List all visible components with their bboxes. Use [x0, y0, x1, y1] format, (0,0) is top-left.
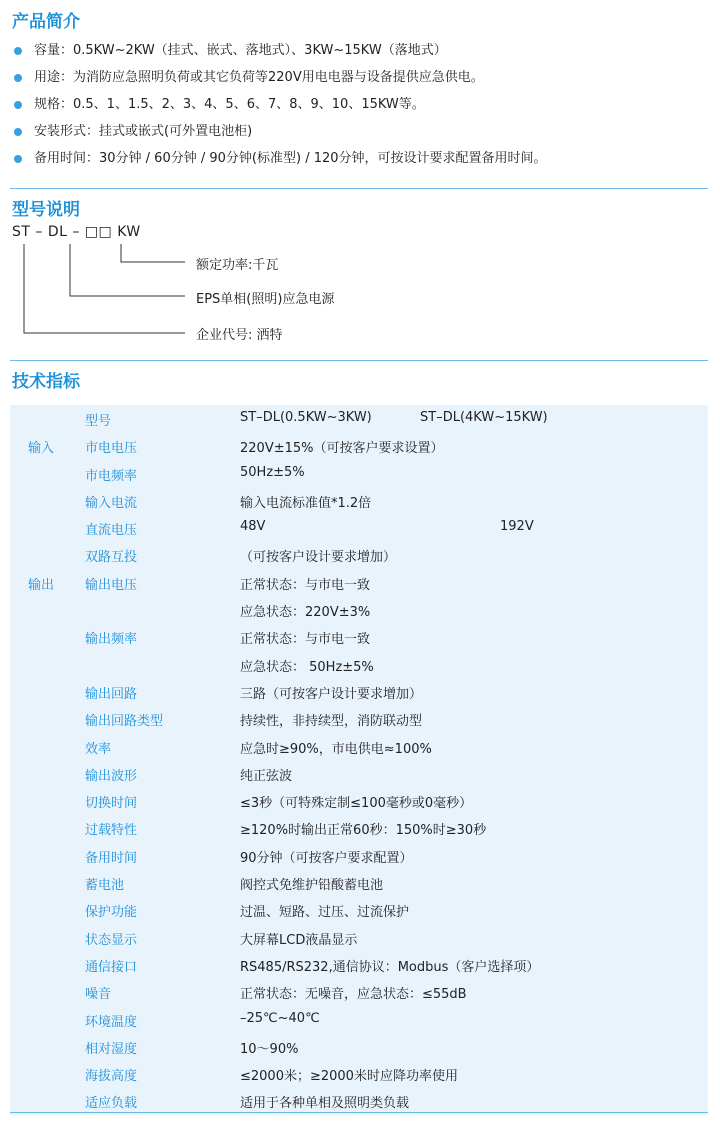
intro-text: 安装形式：挂式或嵌式(可外置电池柜): [34, 124, 253, 139]
list-item: [14, 69, 547, 96]
table-row: [10, 541, 708, 568]
spec-name: 保护功能: [85, 905, 138, 921]
spec-name: 效率: [85, 741, 112, 757]
spec-name: 输出回路: [85, 686, 138, 702]
spec-name: 切换时间: [85, 796, 138, 812]
spec-name: 输出波形: [85, 768, 138, 784]
spec-value: 输入电流标准值*1.2倍: [240, 495, 372, 511]
bullet-dot-icon: [14, 74, 22, 82]
spec-value-2: ST–DL(4KW~15KW): [420, 410, 548, 425]
spec-name: 输入电流: [85, 495, 138, 511]
spec-value: 阀控式免维护铅酸蓄电池: [240, 878, 384, 894]
table-row: [10, 623, 708, 650]
table-row: [10, 405, 708, 432]
intro-text: 备用时间：30分钟 / 60分钟 / 90分钟(标准型) / 120分钟，可按设计要求配置备用时间。: [34, 151, 547, 166]
table-row: [10, 760, 708, 787]
bullet-dot-icon: [14, 101, 22, 109]
spec-value: 50Hz±5%: [240, 464, 305, 480]
model-diagram: [0, 218, 720, 348]
spec-name: 蓄电池: [85, 878, 125, 894]
table-row: [10, 814, 708, 841]
spec-name: 型号: [85, 414, 112, 429]
table-row: [10, 432, 708, 459]
table-row: [10, 569, 708, 596]
spec-name: 过载特性: [85, 823, 138, 839]
spec-name: 输出频率: [85, 632, 138, 648]
spec-name: 海拔高度: [85, 1069, 138, 1085]
spec-value: 应急时≥90%，市电供电≈100%: [240, 741, 432, 757]
divider: [10, 188, 708, 189]
table-row: [10, 951, 708, 978]
spec-value: 90分钟（可按客户要求配置）: [240, 850, 413, 866]
model-label-type: EPS单相(照明)应急电源: [196, 292, 335, 307]
table-row: [10, 842, 708, 869]
spec-value: 三路（可按客户设计要求增加）: [240, 686, 423, 702]
intro-text: 容量：0.5KW~2KW（挂式、嵌式、落地式）、3KW~15KW（落地式）: [34, 43, 447, 58]
spec-value: 应急状态：220V±3%: [240, 605, 371, 621]
spec-value: ≤3秒（可特殊定制≤100毫秒或0毫秒）: [240, 796, 473, 812]
spec-value: RS485/RS232,通信协议：Modbus（客户选择项）: [240, 959, 540, 975]
spec-name: 市电频率: [85, 468, 138, 484]
list-item: [14, 42, 547, 69]
spec-value: 10～90%: [240, 1041, 299, 1057]
table-row: [10, 733, 708, 760]
intro-text: 用途：为消防应急照明负荷或其它负荷等220V用电电器与设备提供应急供电。: [34, 70, 484, 85]
table-row: [10, 487, 708, 514]
table-row: [10, 924, 708, 951]
table-row: [10, 705, 708, 732]
table-row: [10, 460, 708, 487]
spec-value: ≥120%时输出正常60秒：150%时≥30秒: [240, 823, 487, 839]
spec-value: ≤2000米；≥2000米时应降功率使用: [240, 1069, 458, 1085]
table-row: [10, 1006, 708, 1033]
spec-name: 通信接口: [85, 959, 138, 975]
spec-name: 输出电压: [85, 577, 138, 593]
divider: [10, 1112, 708, 1113]
spec-value: ST–DL(0.5KW~3KW): [240, 410, 372, 425]
table-row: [10, 1087, 708, 1114]
model-label-power: 额定功率:千瓦: [196, 258, 279, 273]
divider: [10, 360, 708, 361]
intro-text: 规格：0.5、1、1.5、2、3、4、5、6、7、8、9、10、15KW等。: [34, 97, 425, 112]
spec-name: 环境温度: [85, 1014, 138, 1030]
model-label-company: 企业代号: 洒特: [196, 328, 283, 343]
table-row: [10, 514, 708, 541]
table-row: [10, 896, 708, 923]
table-row: [10, 787, 708, 814]
bullet-dot-icon: [14, 47, 22, 55]
spec-value: 持续性，非持续型，消防联动型: [240, 714, 423, 730]
model-code: ST – DL – □□ KW: [12, 224, 141, 240]
model-connector-lines: [0, 218, 720, 348]
bullet-dot-icon: [14, 155, 22, 163]
table-row: [10, 651, 708, 678]
spec-value: 正常状态：与市电一致: [240, 632, 371, 648]
spec-category: 输入: [28, 441, 55, 457]
spec-value: 纯正弦波: [240, 768, 293, 784]
spec-value: 220V±15%（可按客户要求设置）: [240, 441, 444, 457]
spec-table: [10, 405, 708, 1115]
spec-name: 输出回路类型: [85, 714, 164, 730]
model-title: 型号说明: [12, 200, 80, 220]
list-item: [14, 123, 547, 150]
spec-value: 适用于各种单相及照明类负载: [240, 1096, 410, 1112]
list-item: [14, 150, 547, 177]
spec-name: 噪音: [85, 987, 112, 1003]
spec-value: 大屏幕LCD液晶显示: [240, 932, 358, 948]
spec-title: 技术指标: [12, 372, 80, 392]
spec-name: 相对湿度: [85, 1041, 138, 1057]
spec-value: –25℃~40℃: [240, 1010, 320, 1026]
table-row: [10, 1033, 708, 1060]
list-item: [14, 96, 547, 123]
spec-name: 直流电压: [85, 523, 138, 539]
spec-value: 48V: [240, 519, 266, 535]
spec-value: 应急状态： 50Hz±5%: [240, 659, 374, 675]
bullet-dot-icon: [14, 128, 22, 136]
spec-name: 适应负载: [85, 1096, 138, 1112]
spec-value: 过温、短路、过压、过流保护: [240, 905, 410, 921]
spec-name: 备用时间: [85, 850, 138, 866]
spec-name: 双路互投: [85, 550, 138, 566]
table-row: [10, 678, 708, 705]
table-row: [10, 869, 708, 896]
table-row: [10, 596, 708, 623]
spec-name: 状态显示: [85, 932, 138, 948]
spec-value-3: 192V: [500, 519, 534, 535]
spec-value: （可按客户设计要求增加）: [240, 550, 397, 566]
table-row: [10, 978, 708, 1005]
spec-name: 市电电压: [85, 441, 138, 457]
spec-category: 输出: [28, 577, 55, 593]
intro-title: 产品简介: [12, 12, 80, 32]
intro-list: [14, 42, 547, 177]
spec-value: 正常状态：与市电一致: [240, 577, 371, 593]
spec-value: 正常状态：无噪音，应急状态：≤55dB: [240, 987, 467, 1003]
table-row: [10, 1060, 708, 1087]
